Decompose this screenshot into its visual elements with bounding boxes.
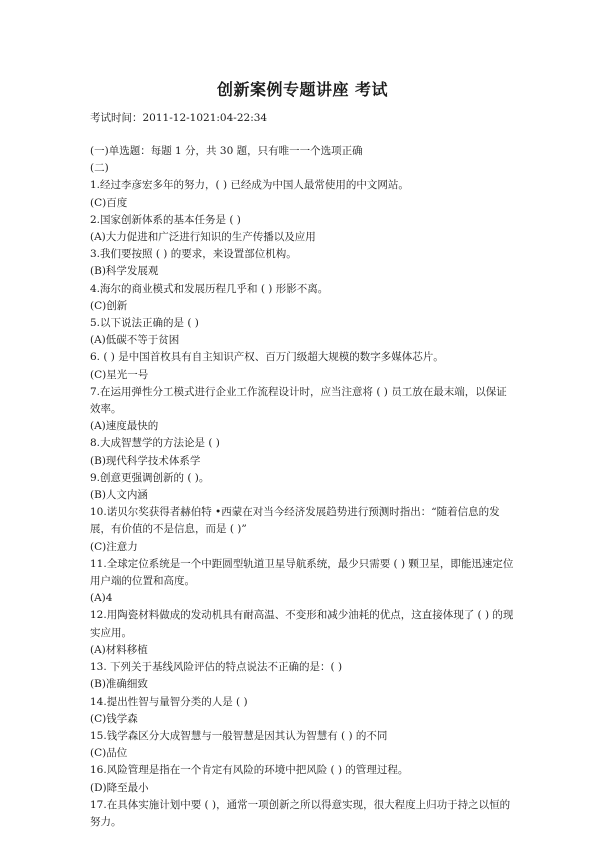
answer-text: (C)钱学森 [90,712,138,725]
question-text: 17.在具体实施计划中要 ( )，通常一项创新之所以得意实现，很大程度上归功于持之以恒的努力。 [90,798,511,828]
question-text: 14.提出性智与量智分类的人是 ( ) [90,695,248,708]
exam-time: 考试时间：2011-12-1021:04-22:34 [90,112,268,124]
question-text: 6. ( ) 是中国首枚具有自主知识产权、百万门级超大规模的数字多媒体芯片。 [90,351,444,364]
answer-text: (B)准确细致 [90,678,148,691]
spacer [90,126,515,143]
question-text: 9.创意更强调创新的 ( )。 [90,471,210,484]
answer-text: (B)科学发展观 [90,265,159,278]
answer-text: (C)星光一号 [90,368,149,381]
section-sub: (二) [90,162,109,175]
answer-text: (C)百度 [90,196,128,209]
answer-text: (B)人文内涵 [90,489,148,502]
question-text: 7.在运用弹性分工模式进行企业工作流程设计时，应当注意将 ( ) 员工放在最末端，以保证效率。 [90,385,507,416]
question-text: 11.全球定位系统是一个中距圆型轨道卫星导航系统，最少只需要 ( ) 颗卫星，即能迅速定位用户端的位置和高度。 [90,557,514,588]
question-text: 16.风险管理是指在一个肯定有风险的环境中把风险 ( ) 的管理过程。 [90,764,409,777]
document-title: 创新案例专题讲座 考试 [216,80,389,99]
answer-text: (A)速度最快的 [90,420,159,433]
question-text: 13. 下列关于基线风险评估的特点说法不正确的是：( ) [90,661,343,674]
answer-text: (A)材料移植 [90,643,148,656]
question-text: 2.国家创新体系的基本任务是 ( ) [90,213,241,226]
section-header: (一)单选题：每题 1 分，共 30 题，只有唯一一个选项正确 [90,145,363,157]
answer-text: (C)品位 [90,747,128,760]
answer-text: (A)4 [90,592,113,605]
answer-text: (A)低碳不等于贫困 [90,334,180,347]
answer-text: (A)大力促进和广泛进行知识的生产传播以及应用 [90,231,316,244]
answer-text: (C)注意力 [90,540,138,553]
question-text: 4.海尔的商业模式和发展历程几乎和 ( ) 形影不离。 [90,282,329,295]
question-text: 10.诺贝尔奖获得者赫伯特 •西蒙在对当今经济发展趋势进行预测时指出：“随着信息的发展，有价值的不是信息，而是 ( )” [90,506,500,536]
answer-text: (B)现代科学技术体系学 [90,454,201,467]
question-text: 8.大成智慧学的方法论是 ( ) [90,437,220,450]
question-text: 12.用陶瓷材料做成的发动机具有耐高温、不变形和减少油耗的优点，这直接体现了 ( ) 的现实应用。 [90,609,514,639]
question-text: 3.我们要按照 ( ) 的要求，来设置部位机构。 [90,248,297,261]
answer-text: (C)创新 [90,299,128,312]
document-page [90,78,515,831]
question-text: 5.以下说法正确的是 ( ) [90,317,199,330]
question-text: 15.钱学森区分大成智慧与一般智慧是因其认为智慧有 ( ) 的不同 [90,729,388,742]
answer-text: (D)降至最小 [90,781,149,794]
question-text: 1.经过李彦宏多年的努力，( ) 已经成为中国人最常使用的中文网站。 [90,179,409,192]
